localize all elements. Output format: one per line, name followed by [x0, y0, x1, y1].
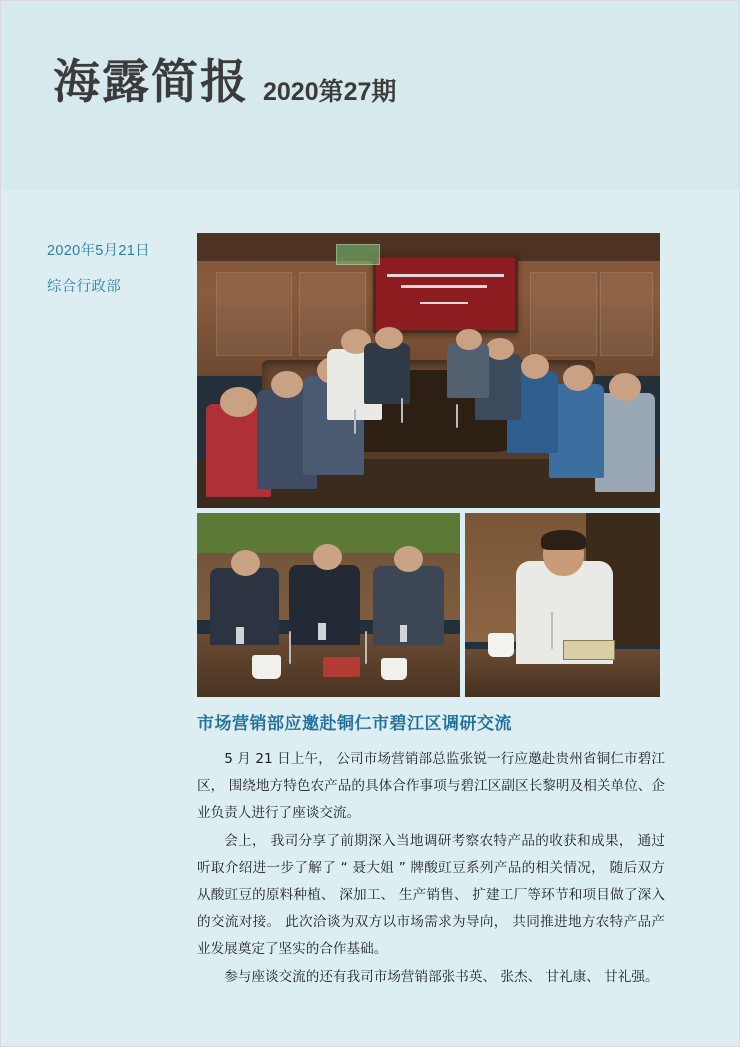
photo3-cup	[488, 633, 513, 657]
photo-three-delegates	[197, 513, 460, 697]
photo1-wall-panel	[216, 272, 292, 357]
photo-conference-room-wide	[197, 233, 660, 508]
photo1-attendee	[364, 343, 410, 404]
issue-number: 2020第27期	[263, 78, 397, 106]
photo2-cup	[381, 658, 407, 680]
photo3-speaker-hair	[541, 530, 586, 550]
article-title: 市场营销部应邀赴铜仁市碧江区调研交流	[197, 714, 512, 734]
photo2-delegate	[373, 566, 444, 645]
photo1-attendee-head	[521, 354, 549, 379]
photo1-exit-sign	[336, 244, 380, 265]
photo1-attendee-head	[609, 373, 641, 401]
photo1-attendee-head	[375, 327, 403, 349]
photo1-wall-panel	[600, 272, 653, 357]
photo1-attendee	[447, 343, 489, 398]
photo2-document	[323, 657, 360, 677]
photo1-attendee	[595, 393, 655, 492]
masthead	[53, 55, 397, 110]
photo-speaker	[465, 513, 660, 697]
photo2-lanyard	[400, 625, 408, 642]
photo2-lanyard	[318, 623, 326, 640]
photo1-attendee-head	[563, 365, 593, 391]
photo2-delegate	[210, 568, 278, 645]
meta-column	[47, 241, 197, 299]
photo1-attendee-head	[486, 338, 514, 360]
publish-date: 2020年5月21日	[47, 243, 150, 259]
issuing-department: 综合行政部	[47, 278, 121, 295]
photo2-lanyard	[236, 627, 244, 644]
photo2-delegate-head	[231, 550, 260, 576]
photo1-attendee-head	[456, 329, 481, 350]
photo3-nameplate	[563, 640, 616, 660]
photo2-delegate-head	[313, 544, 342, 570]
publication-title: 海露简报	[53, 55, 249, 110]
article-body	[197, 746, 665, 991]
photo1-wall-panel	[530, 272, 597, 357]
photo1-projection-screen	[373, 255, 518, 333]
article-paragraph: 5 月 21 日上午， 公司市场营销部总监张锐一行应邀赴贵州省铜仁市碧江区， 围绕地方特色农产品的具体合作事项与碧江区副区长黎明及相关单位、企业负责人进行了座谈交流。	[197, 751, 665, 822]
photo2-cup	[252, 655, 281, 679]
photo2-delegate-head	[394, 546, 423, 572]
article-paragraph: 会上， 我司分享了前期深入当地调研考察农特产品的收获和成果， 通过听取介绍进一步了解了 “ 聂大姐 ” 牌酸豇豆系列产品的相关情况， 随后双方从酸豇豆的原料种植、 深加工、 生产销售、 扩建工厂等环节和项目做了深入的交流对接。 此次洽谈为双方以市场需求为导向， 共同推进地方农特产品产业发展奠定了坚实的合作基础。	[197, 832, 665, 958]
article-paragraph: 参与座谈交流的还有我司市场营销部张书英、 张杰、 甘礼康、 甘礼强。	[224, 968, 659, 985]
